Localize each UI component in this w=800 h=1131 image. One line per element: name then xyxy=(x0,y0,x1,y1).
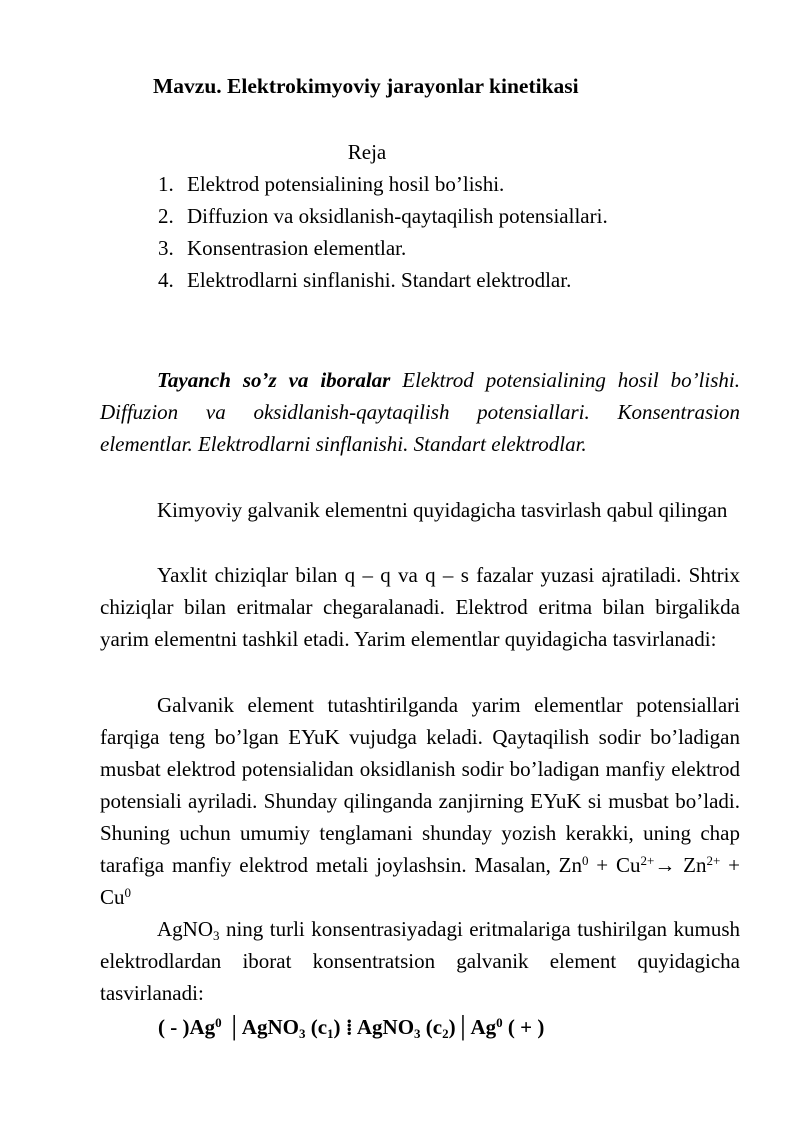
list-item-text: Elektrodlarni sinflanishi. Standart elektrodlar. xyxy=(187,268,572,292)
phases-paragraph: Yaxlit chiziqlar bilan q – q va q – s fazalar yuzasi ajratiladi. Shtrix chiziqlar bilan eritmalar chegaralanadi. Elektrod eritma bilan birgalikda yarim elementni tashkil etadi. Yarim elementlar quyidagicha tasvirlanadi: xyxy=(100,563,740,651)
list-item-text: Elektrod potensialining hosil bo’lishi. xyxy=(187,172,505,196)
list-number: 3. xyxy=(158,236,174,260)
list-number: 4. xyxy=(158,268,174,292)
emf-paragraph: Galvanik element tutashtirilganda yarim elementlar potensiallari farqiga teng bo’lgan EYuK vujudga keladi. Qaytaqilish sodir bo’ladigan musbat elektrod potensialidan oksidlanish sodir bo’ladigan manfiy elektrod potensiali ayriladi. Shunday qilinganda zanjirning EYuK si musbat bo’ladi. Shuning uchun umumiy tenglamani shunday yozish kerakki, uning chap tarafiga manfiy elektrod metali joylashsin. Masalan, $Zn^0 + Cu^{2+}\to Zn^{2+} + Cu^0$ xyxy=(100,693,741,909)
list-item xyxy=(100,200,740,232)
silver-electrode-paragraph: AgNO$_3$ ning turli konsentrasiyadagi eritmalariga tushirilgan kumush elektrodlardan iborat konsentratsion galvanik element quyidagicha tasvirlanadi: xyxy=(100,917,740,1005)
list-item xyxy=(100,264,740,296)
list-item-text: Diffuzion va oksidlanish-qaytaqilish potensiallari. xyxy=(187,204,608,228)
intro-paragraph: Kimyoviy galvanik elementni quyidagicha tasvirlash qabul qilingan xyxy=(157,498,728,522)
page-title: Mavzu. Elektrokimyoviy jarayonlar kinetikasi xyxy=(153,74,579,98)
list-number: 2. xyxy=(158,204,174,228)
list-item xyxy=(100,168,740,200)
list-item xyxy=(100,232,740,264)
list-number: 1. xyxy=(158,172,174,196)
list-item-text: Konsentrasion elementlar. xyxy=(187,236,407,260)
plan-heading: Reja xyxy=(347,140,387,164)
galvanic-cell-formula: ( - )Ag$^0$ │AgNO$_3$ $(c_1)$ ⁞ AgNO$_3$ $(c_2)│Ag^0$ ( + ) xyxy=(158,1015,545,1041)
plan-list xyxy=(100,168,740,296)
keywords-paragraph: Tayanch so’z va iboralar Elektrod potensialining hosil bo’lishi. Diffuzion va oksidlanish-qaytaqilish potensiallari. Konsentrasion elementlar. Elektrodlarni sinflanishi. Standart elektrodlar. xyxy=(100,368,740,456)
